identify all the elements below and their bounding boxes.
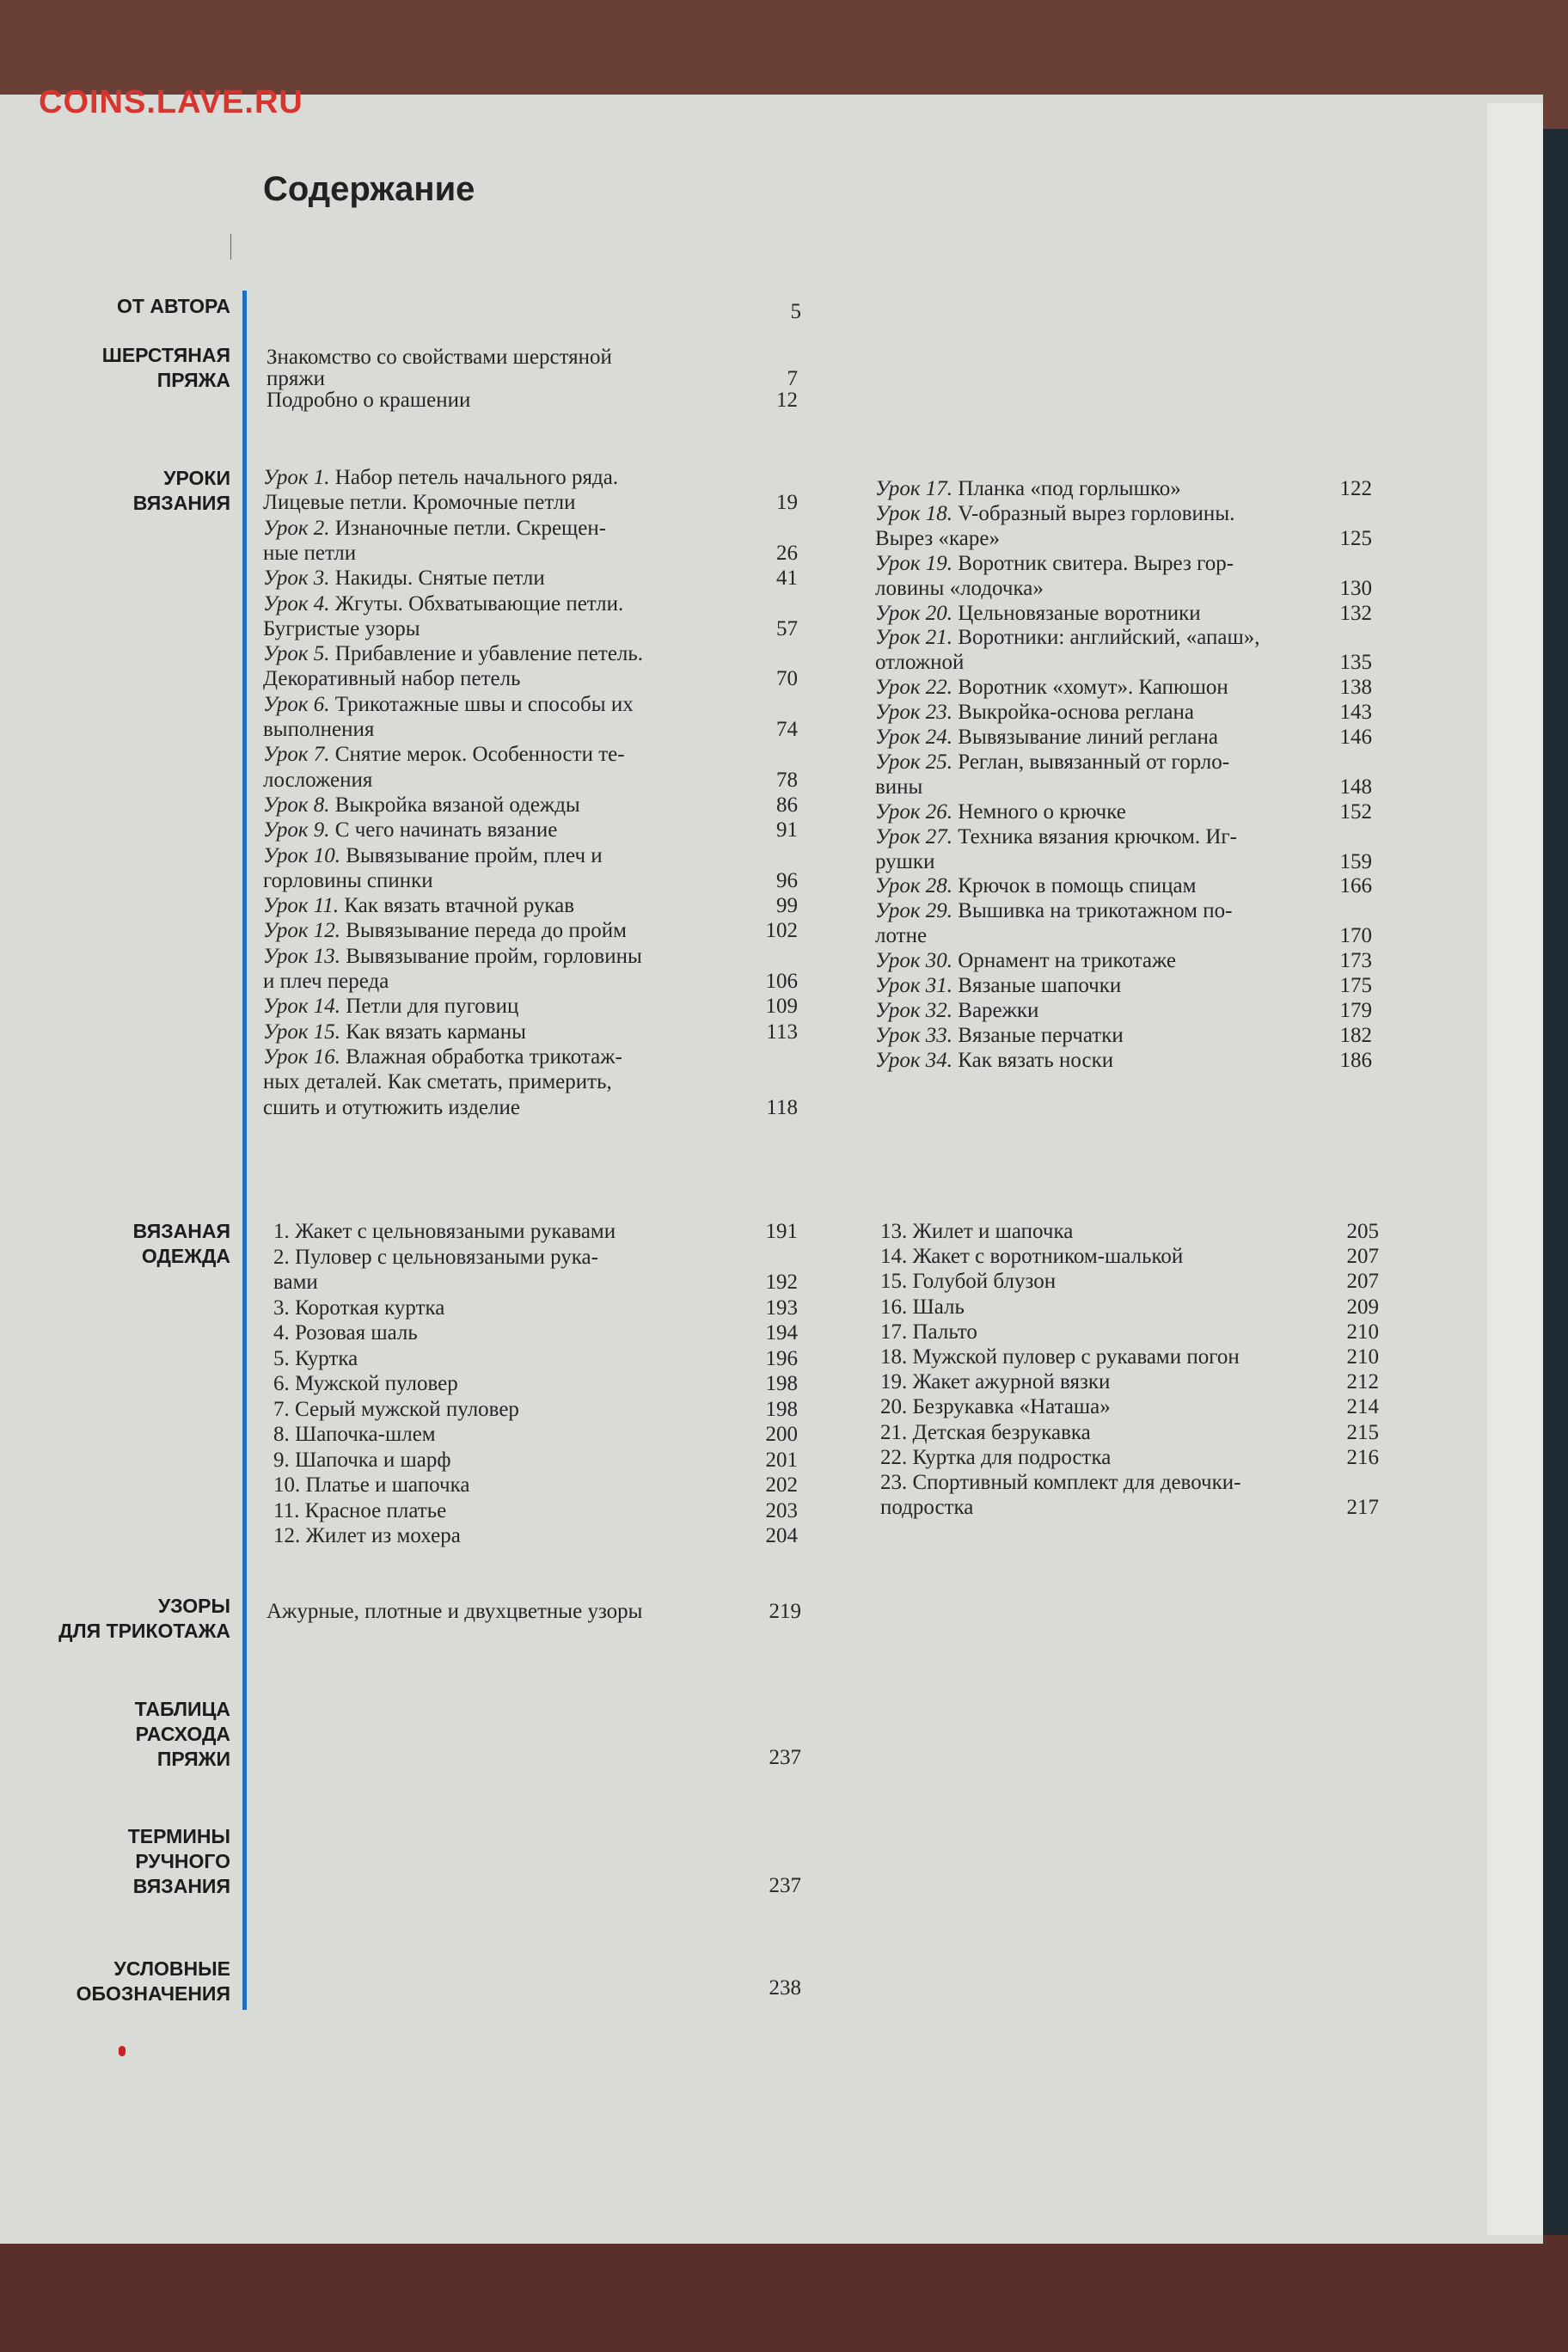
entry-text: 15. Голубой блузон xyxy=(880,1270,1057,1294)
toc-entry xyxy=(875,849,934,874)
page-number: 210 xyxy=(1346,1345,1379,1369)
toc-entry xyxy=(263,868,433,893)
entry-text: Воротник свитера. Вырез гор- xyxy=(952,551,1234,575)
page-number: 132 xyxy=(1339,601,1372,625)
toc-entry xyxy=(273,1448,451,1473)
lesson-number: Урок 20. xyxy=(875,601,953,625)
lesson-number: Урок 13. xyxy=(263,944,341,968)
toc-entry xyxy=(875,948,1176,973)
page-number: 191 xyxy=(765,1220,798,1243)
toc-entry xyxy=(263,616,420,641)
section-label-yarn: ШЕРСТЯНАЯ ПРЯЖА xyxy=(101,344,230,391)
lesson-number: Урок 10. xyxy=(263,843,341,867)
page-number: 205 xyxy=(1346,1220,1379,1243)
entry-text: Трикотажные швы и способы их xyxy=(329,692,634,716)
toc-entry xyxy=(875,824,1237,849)
toc-entry xyxy=(875,898,1232,923)
entry-text: Вывязывание пройм, плеч и xyxy=(340,843,603,867)
page-number: 74 xyxy=(776,718,798,741)
entry-text: 17. Пальто xyxy=(880,1320,977,1344)
lesson-number: Урок 31. xyxy=(875,974,953,997)
page-number: 198 xyxy=(765,1372,798,1395)
entry-text: вами xyxy=(273,1271,318,1294)
page-number: 96 xyxy=(776,868,798,892)
lesson-number: Урок 15. xyxy=(263,1020,341,1044)
page-number: 5 xyxy=(790,300,801,323)
toc-entry xyxy=(263,591,623,616)
toc-entry xyxy=(880,1420,1091,1445)
lesson-number: Урок 17. xyxy=(875,477,953,500)
page-number: 193 xyxy=(765,1295,798,1320)
lesson-number: Урок 23. xyxy=(875,701,953,725)
toc-entry xyxy=(263,1095,520,1120)
entry-text: 11. Красное платье xyxy=(273,1498,447,1522)
page-number: 106 xyxy=(765,970,798,993)
page-number: 135 xyxy=(1339,651,1372,675)
toc-entry xyxy=(263,768,372,793)
toc-entry xyxy=(273,1270,318,1295)
page-number: 238 xyxy=(769,1976,801,2000)
toc-entry xyxy=(880,1295,965,1320)
toc-entry xyxy=(263,641,643,666)
toc-entry xyxy=(875,799,1126,824)
lesson-number: Урок 4. xyxy=(263,591,330,616)
toc-entry xyxy=(875,998,1038,1023)
entry-text: Орнамент на трикотаже xyxy=(952,949,1177,973)
section-label-lessons: УРОКИ ВЯЗАНИЯ xyxy=(132,467,230,514)
section-label-symbols: УСЛОВНЫЕ ОБОЗНАЧЕНИЯ xyxy=(76,1957,230,2005)
lesson-number: Урок 34. xyxy=(875,1048,953,1072)
toc-entry xyxy=(263,818,557,842)
toc-entry xyxy=(263,516,606,541)
section-label-yarn-table: ТАБЛИЦА РАСХОДА ПРЯЖИ xyxy=(134,1698,230,1770)
page-number: 173 xyxy=(1339,949,1372,973)
page-number: 237 xyxy=(769,1874,801,1897)
section-label-author: ОТ АВТОРА xyxy=(117,295,230,317)
toc-entry xyxy=(263,994,518,1019)
toc-entry xyxy=(875,650,964,675)
entry-text: Набор петель начального ряда. xyxy=(329,466,619,489)
toc-entry xyxy=(273,1245,598,1270)
lesson-number: Урок 29. xyxy=(875,899,953,923)
entry-text: ных деталей. Как сметать, примерить, xyxy=(263,1070,612,1094)
page-number: 200 xyxy=(765,1423,798,1446)
entry-text: V-образный вырез горловины. xyxy=(952,501,1235,525)
entry-text: 13. Жилет и шапочка xyxy=(880,1220,1074,1243)
lesson-number: Урок 32. xyxy=(875,998,953,1022)
page-number: 159 xyxy=(1339,849,1372,873)
lesson-number: Урок 33. xyxy=(875,1023,953,1047)
lesson-number: Урок 7. xyxy=(263,743,330,767)
entry-text: 19. Жакет ажурной вязки xyxy=(880,1370,1111,1394)
page-number: 57 xyxy=(776,616,798,640)
entry-text: 5. Куртка xyxy=(273,1346,358,1370)
section-label-clothes: ВЯЗАНАЯ ОДЕЖДА xyxy=(132,1220,230,1267)
book-page xyxy=(0,95,1543,2244)
page-number: 212 xyxy=(1346,1370,1379,1394)
page-number: 7 xyxy=(787,367,798,390)
toc-entry xyxy=(263,1069,612,1094)
page-number: 192 xyxy=(765,1271,798,1294)
page-number: 109 xyxy=(765,995,798,1019)
toc-entry xyxy=(875,700,1194,725)
lesson-number: Урок 5. xyxy=(263,642,330,666)
entry-text: 1. Жакет с цельновязаными рукавами xyxy=(273,1220,616,1243)
toc-entry xyxy=(875,526,1000,551)
page-number: 202 xyxy=(765,1473,798,1497)
entry-text: Немного о крючке xyxy=(952,799,1126,824)
toc-entry xyxy=(880,1495,973,1520)
entry-text: 14. Жакет с воротником-шалькой xyxy=(880,1245,1184,1269)
watermark: COINS.LAVE.RU xyxy=(39,84,303,120)
lesson-number: Урок 12. xyxy=(263,919,341,943)
toc-entry xyxy=(875,750,1229,775)
entry-text: отложной xyxy=(875,651,965,675)
page-number: 122 xyxy=(1339,477,1372,500)
entry-text: Декоративный набор петель xyxy=(263,667,521,691)
toc-entry xyxy=(880,1344,1240,1369)
toc-entry xyxy=(263,1044,622,1069)
lesson-number: Урок 21. xyxy=(875,626,953,650)
toc-entry xyxy=(273,1498,446,1523)
entry-text: Вязаные шапочки xyxy=(952,974,1122,997)
toc-entry xyxy=(273,1523,461,1548)
page-number: 170 xyxy=(1339,924,1372,948)
toc-entry xyxy=(263,666,521,691)
toc-entry xyxy=(880,1369,1110,1394)
toc-entry xyxy=(875,1023,1124,1048)
entry-text: Варежки xyxy=(952,998,1039,1022)
toc-entry xyxy=(273,1295,444,1320)
lesson-number: Урок 8. xyxy=(263,793,330,817)
lesson-number: Урок 25. xyxy=(875,750,953,774)
entry-text: Как вязать втачной рукав xyxy=(339,894,575,918)
lesson-number: Урок 28. xyxy=(875,874,953,898)
toc-entry xyxy=(875,873,1196,898)
toc-entry xyxy=(875,973,1121,998)
page-number: 138 xyxy=(1339,676,1372,700)
entry-text: Прибавление и убавление петель. xyxy=(329,642,644,666)
page-number: 146 xyxy=(1339,726,1372,749)
page-number: 186 xyxy=(1339,1048,1372,1072)
page-number: 210 xyxy=(1346,1320,1379,1344)
entry-text: 22. Куртка для подростка xyxy=(880,1445,1112,1469)
entry-text: 7. Серый мужской пуловер xyxy=(273,1397,519,1421)
entry-text: подростка xyxy=(880,1496,974,1520)
toc-entry xyxy=(880,1445,1111,1470)
section-label-patterns: УЗОРЫ ДЛЯ ТРИКОТАЖА xyxy=(58,1595,230,1642)
lesson-number: Урок 22. xyxy=(875,676,953,700)
entry-text: 23. Спортивный комплект для девочки- xyxy=(880,1471,1241,1494)
entry-text: рушки xyxy=(875,849,935,873)
entry-text: ловины «лодочка» xyxy=(875,576,1044,600)
entry-text: Техника вязания крючком. Иг- xyxy=(952,824,1237,848)
toc-entry xyxy=(875,725,1218,750)
toc-entry xyxy=(880,1244,1183,1269)
toc-entry xyxy=(273,1346,358,1371)
page-number: 118 xyxy=(766,1095,798,1119)
page-number: 207 xyxy=(1346,1270,1379,1294)
lesson-number: Урок 1. xyxy=(263,466,330,489)
entry-text: С чего начинать вязание xyxy=(329,818,558,842)
toc-entry xyxy=(263,717,374,742)
toc-entry xyxy=(263,566,545,591)
entry-text: 10. Платье и шапочка xyxy=(273,1473,470,1497)
lesson-number: Урок 24. xyxy=(875,726,953,749)
entry-text: Планка «под горлышко» xyxy=(952,477,1181,500)
page-number: 91 xyxy=(776,818,798,842)
page-number: 219 xyxy=(769,1600,801,1623)
toc-entry xyxy=(875,625,1259,650)
entry-text: Воротник «хомут». Капюшон xyxy=(952,676,1228,700)
entry-text: Подробно о крашении xyxy=(266,389,471,412)
page-number: 203 xyxy=(765,1498,798,1522)
entry-text: Выкройка-основа реглана xyxy=(952,701,1194,725)
entry-text: 16. Шаль xyxy=(880,1295,965,1319)
toc-entry xyxy=(273,1320,418,1345)
toc-entry xyxy=(263,490,576,515)
toc-entry xyxy=(875,675,1228,700)
entry-text: Лицевые петли. Кромочные петли xyxy=(263,491,576,515)
entry-text: 18. Мужской пуловер с рукавами погон xyxy=(880,1345,1240,1369)
page-number: 215 xyxy=(1346,1420,1379,1444)
toc-entry: Ажурные, плотные и двухцветные узоры xyxy=(266,1600,643,1623)
entry-text: Петли для пуговиц xyxy=(340,995,519,1019)
page-number: 198 xyxy=(765,1397,798,1421)
toc-entry xyxy=(880,1219,1073,1244)
entry-text: Цельновязаные воротники xyxy=(952,601,1201,625)
toc-entry xyxy=(266,388,470,413)
lesson-number: Урок 27. xyxy=(875,824,953,848)
entry-text: сшить и отутюжить изделие xyxy=(263,1095,520,1119)
toc-entry xyxy=(875,1048,1113,1073)
entry-text: Вырез «каре» xyxy=(875,526,1000,550)
entry-text: и плеч переда xyxy=(263,970,389,993)
page-number: 70 xyxy=(776,667,798,691)
entry-text: лотне xyxy=(875,924,928,948)
entry-text: 12. Жилет из мохера xyxy=(273,1524,461,1547)
page-number: 102 xyxy=(765,919,798,943)
lesson-number: Урок 18. xyxy=(875,501,953,525)
toc-entry xyxy=(875,476,1181,501)
entry-text: ные петли xyxy=(263,541,357,565)
page-number: 207 xyxy=(1346,1245,1379,1269)
lesson-number: Урок 14. xyxy=(263,995,341,1019)
lesson-number: Урок 16. xyxy=(263,1044,341,1069)
entry-text: Бугристые узоры xyxy=(263,616,420,640)
page-edge xyxy=(1487,103,1543,2235)
entry-text: Изнаночные петли. Скрещен- xyxy=(329,516,607,540)
page-number: 152 xyxy=(1339,799,1372,824)
entry-text: Реглан, вывязанный от горло- xyxy=(952,750,1230,774)
toc-entry xyxy=(875,775,922,799)
page-title: Содержание xyxy=(263,170,475,208)
lesson-number: Урок 30. xyxy=(875,949,953,973)
page-number: 214 xyxy=(1346,1395,1379,1419)
entry-text: 2. Пуловер с цельновязаными рука- xyxy=(273,1245,598,1269)
entry-text: 3. Короткая куртка xyxy=(273,1295,445,1320)
entry-text: Как вязать носки xyxy=(952,1048,1114,1072)
toc-entry xyxy=(273,1397,519,1422)
toc-entry xyxy=(273,1473,469,1498)
lesson-number: Урок 19. xyxy=(875,551,953,575)
page-number: 12 xyxy=(776,389,798,412)
page-number: 78 xyxy=(776,768,798,792)
entry-text: 9. Шапочка и шарф xyxy=(273,1448,451,1472)
entry-text: Выкройка вязаной одежды xyxy=(329,793,580,817)
toc-entry xyxy=(263,793,580,818)
page-number: 41 xyxy=(776,567,798,591)
entry-text: 20. Безрукавка «Наташа» xyxy=(880,1395,1111,1419)
entry-text: Накиды. Снятые петли xyxy=(329,567,545,591)
entry-text: Знакомство со свойствами шерстяной xyxy=(266,346,612,369)
toc-entry xyxy=(263,918,627,943)
entry-text: 21. Детская безрукавка xyxy=(880,1420,1091,1444)
entry-text: Вывязывание переда до пройм xyxy=(340,919,627,943)
entry-text: 4. Розовая шаль xyxy=(273,1321,418,1344)
toc-entry xyxy=(263,893,574,918)
entry-text: Снятие мерок. Особенности те- xyxy=(329,743,625,767)
toc-entry xyxy=(273,1219,616,1244)
page-number: 148 xyxy=(1339,775,1372,799)
entry-text: Вязаные перчатки xyxy=(952,1023,1124,1047)
page-number: 125 xyxy=(1339,526,1372,550)
entry-text: Воротники: английский, «апаш», xyxy=(952,626,1260,650)
toc-entry xyxy=(263,742,625,767)
lesson-number: Урок 2. xyxy=(263,516,330,540)
toc-entry xyxy=(273,1371,458,1396)
entry-text: Вывязывание линий реглана xyxy=(952,726,1218,749)
ink-dot xyxy=(119,2046,126,2056)
page-number: 196 xyxy=(765,1346,798,1370)
entry-text: горловины спинки xyxy=(263,868,433,892)
toc-entry xyxy=(273,1422,436,1447)
page-number: 194 xyxy=(765,1321,798,1344)
page-number: 216 xyxy=(1346,1445,1379,1469)
lesson-number: Урок 6. xyxy=(263,692,330,716)
toc-entry xyxy=(880,1394,1111,1419)
title-tick xyxy=(230,234,231,260)
toc-entry xyxy=(875,576,1044,601)
entry-text: Крючок в помощь спицам xyxy=(952,874,1197,898)
entry-text: вины xyxy=(875,775,923,799)
page-number: 201 xyxy=(765,1448,798,1472)
page-number: 113 xyxy=(766,1020,798,1044)
entry-text: Вывязывание пройм, горловины xyxy=(340,944,642,968)
lesson-number: Урок 26. xyxy=(875,799,953,824)
entry-text: пряжи xyxy=(266,367,326,390)
lesson-number: Урок 9. xyxy=(263,818,330,842)
entry-text: 8. Шапочка-шлем xyxy=(273,1423,436,1446)
toc-entry xyxy=(880,1320,977,1344)
toc-entry xyxy=(880,1470,1240,1495)
page-number: 99 xyxy=(776,894,798,918)
page-number: 237 xyxy=(769,1746,801,1769)
toc-entry xyxy=(263,843,603,868)
lesson-number: Урок 11. xyxy=(263,894,340,918)
entry-text: Как вязать карманы xyxy=(340,1020,526,1044)
page-number: 204 xyxy=(765,1524,798,1547)
section-divider-bar xyxy=(242,291,247,2010)
page-number: 166 xyxy=(1339,874,1372,898)
page-number: 209 xyxy=(1346,1295,1379,1319)
toc-entry xyxy=(875,601,1201,626)
page-number: 179 xyxy=(1339,998,1372,1022)
toc-entry xyxy=(263,969,389,994)
lesson-number: Урок 3. xyxy=(263,567,330,591)
toc-entry xyxy=(875,501,1234,526)
toc-entry xyxy=(263,692,634,717)
page-number: 86 xyxy=(776,793,798,817)
section-label-terms: ТЕРМИНЫ РУЧНОГО ВЯЗАНИЯ xyxy=(127,1825,230,1897)
entry-text: Влажная обработка трикотаж- xyxy=(340,1044,622,1069)
page-number: 143 xyxy=(1339,701,1372,725)
entry-text: Вышивка на трикотажном по- xyxy=(952,899,1233,923)
toc-entry xyxy=(263,944,642,969)
toc-entry xyxy=(263,1020,526,1044)
toc-entry xyxy=(875,551,1234,576)
background-bottom xyxy=(0,2235,1568,2352)
page-number: 26 xyxy=(776,541,798,565)
page-number: 19 xyxy=(776,491,798,515)
page-number: 175 xyxy=(1339,974,1372,997)
page-number: 130 xyxy=(1339,576,1372,600)
toc-entry xyxy=(875,923,927,948)
page-number: 217 xyxy=(1346,1496,1379,1520)
toc-entry xyxy=(263,541,356,566)
entry-text: лосложения xyxy=(263,768,373,792)
entry-text: Жгуты. Обхватывающие петли. xyxy=(329,591,624,616)
entry-text: выполнения xyxy=(263,718,375,741)
page-number: 182 xyxy=(1339,1023,1372,1047)
toc-entry xyxy=(263,465,618,490)
entry-text: 6. Мужской пуловер xyxy=(273,1372,458,1395)
toc-entry xyxy=(880,1269,1056,1294)
